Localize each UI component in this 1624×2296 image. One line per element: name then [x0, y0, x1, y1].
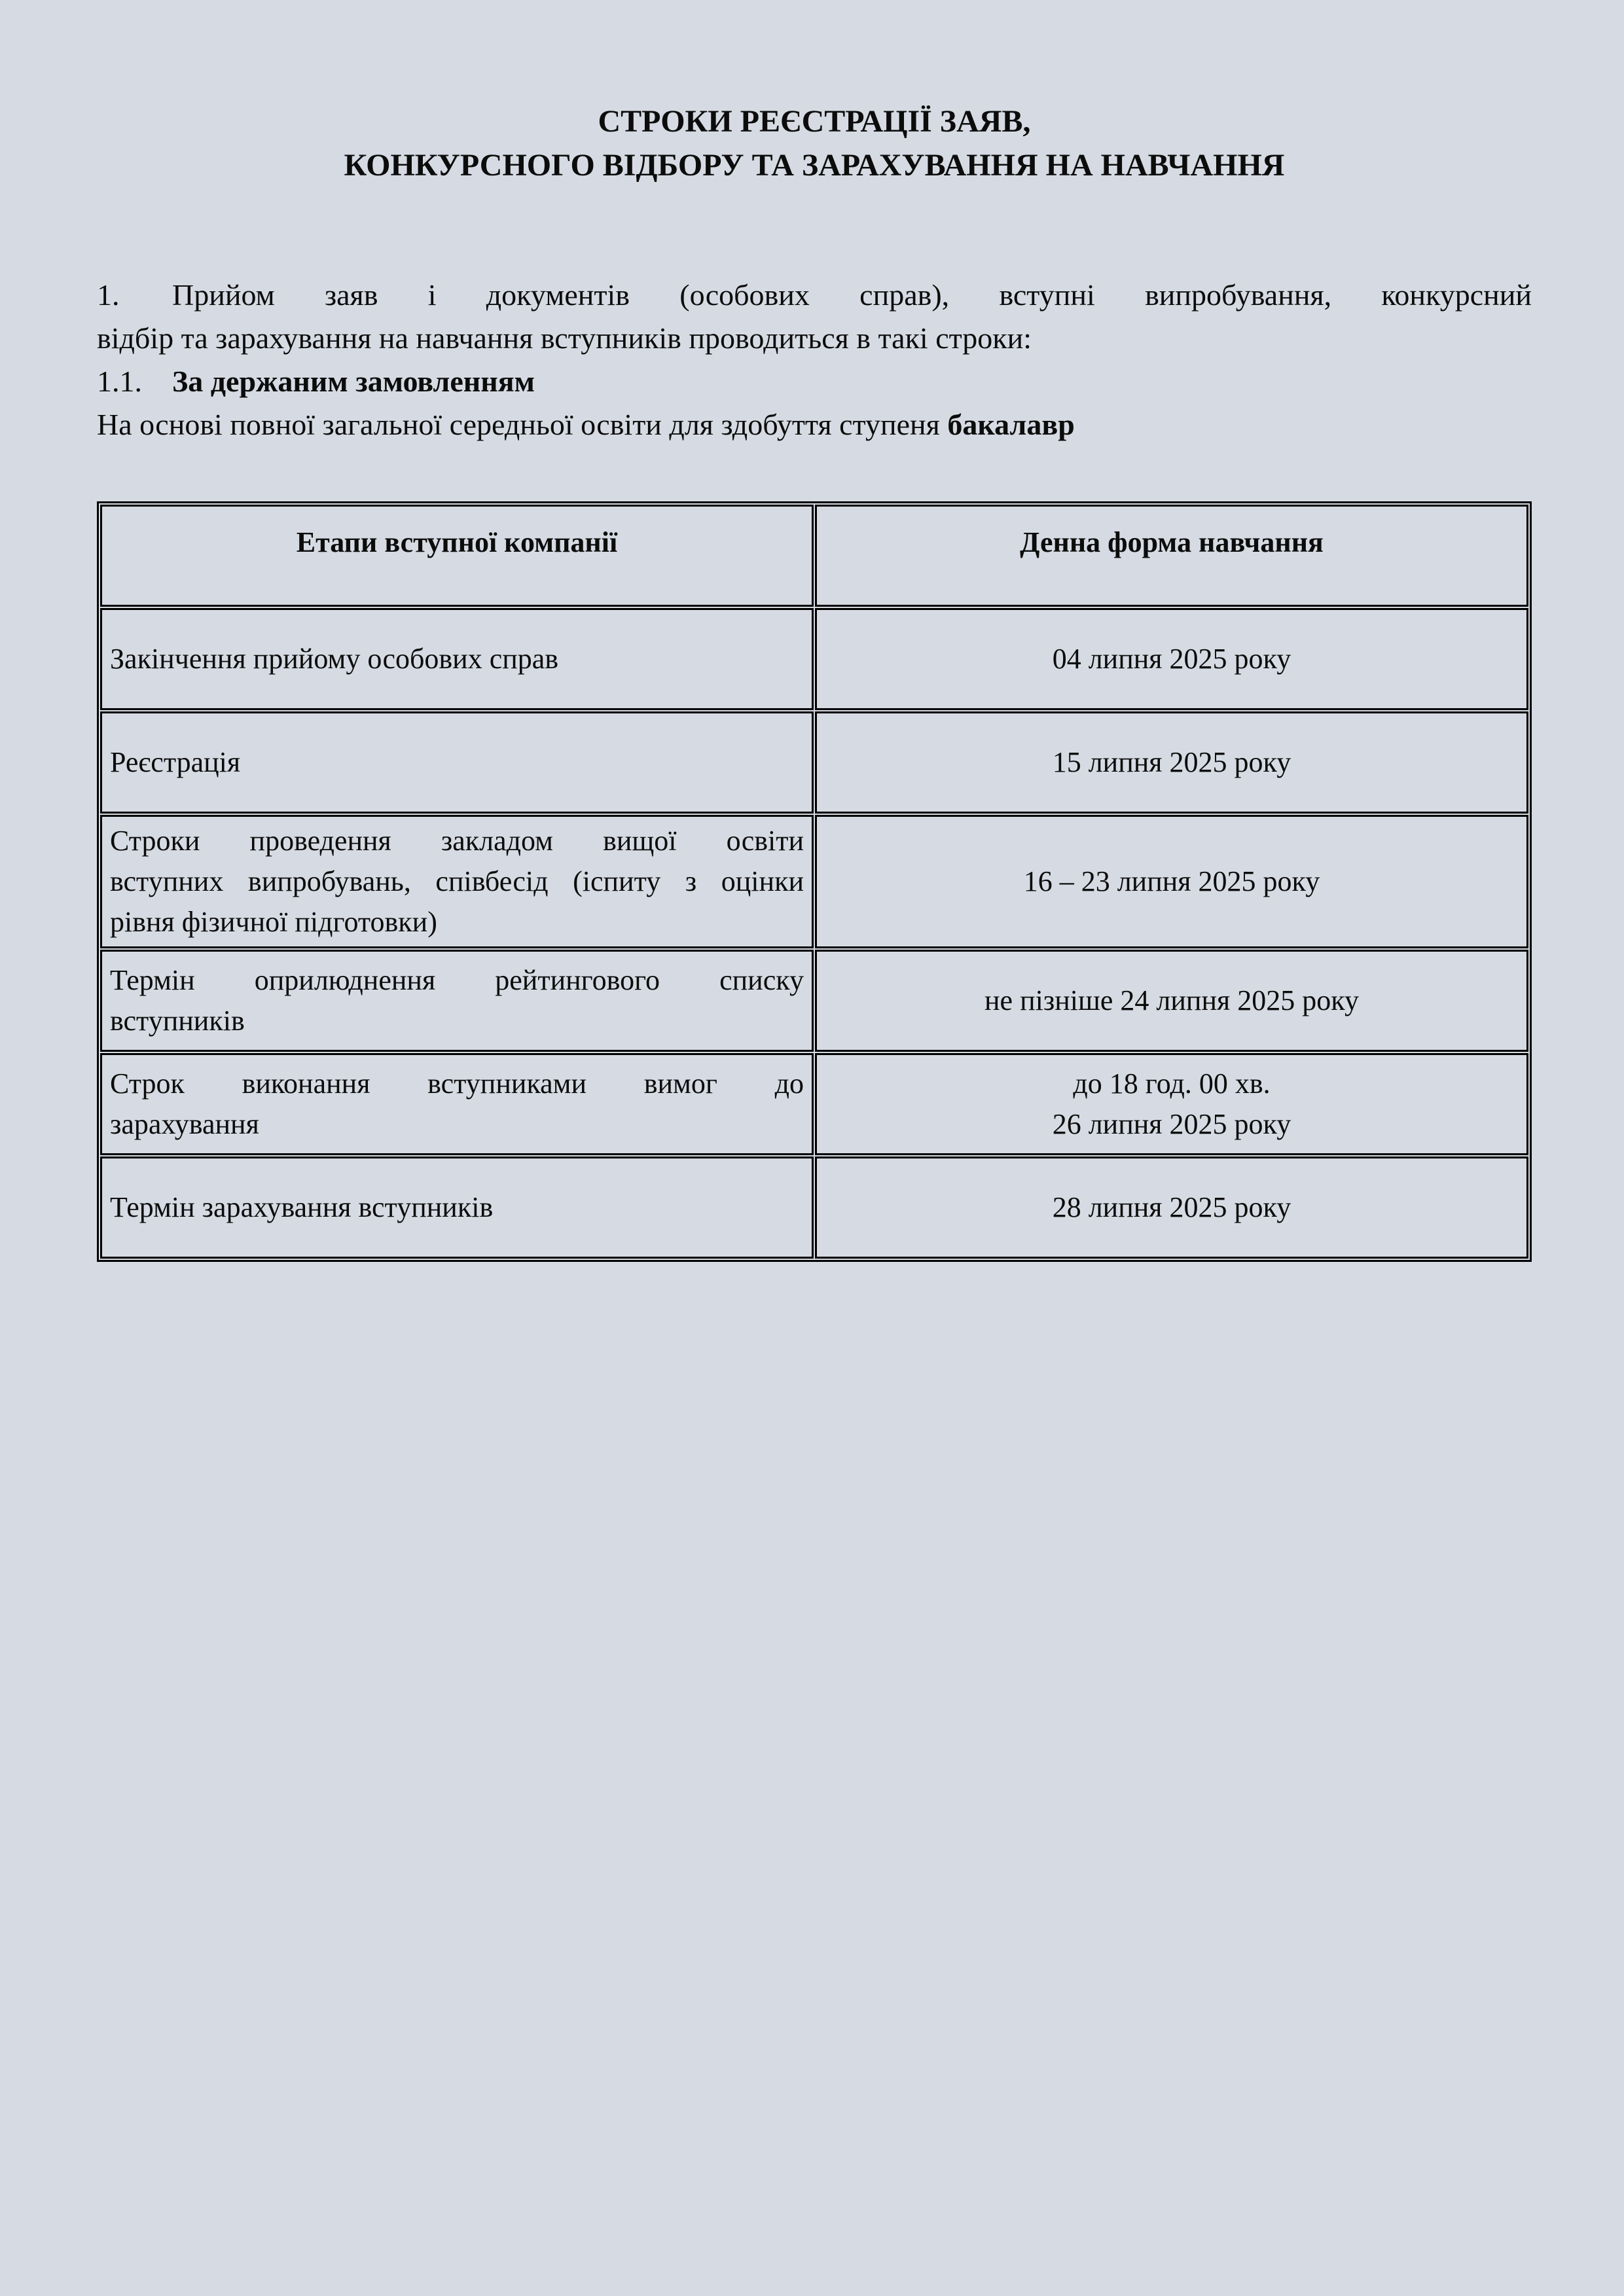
- stage-cell: [100, 1053, 814, 1155]
- column-header-daytime-form: Денна форма навчання: [815, 505, 1528, 607]
- stage-cell: [100, 815, 814, 948]
- stage-cell-line-2: вступників: [110, 1005, 245, 1037]
- paragraph-1-number: 1.: [97, 278, 120, 312]
- table-row: [100, 1157, 1528, 1259]
- table-row: [100, 815, 1528, 948]
- date-cell: 16 – 23 липня 2025 року: [815, 815, 1528, 948]
- document-title: [97, 99, 1532, 187]
- date-cell: 28 липня 2025 року: [815, 1157, 1528, 1259]
- section-1-1-heading: [97, 360, 1532, 403]
- stage-cell-line-1: Строк виконання вступниками вимог до: [110, 1067, 804, 1100]
- date-cell: 04 липня 2025 року: [815, 608, 1528, 710]
- document-title-line-2: КОНКУРСНОГО ВІДБОРУ ТА ЗАРАХУВАННЯ НА НАВЧАННЯ: [344, 148, 1285, 183]
- section-1-1-title: За держаним замовленням: [172, 365, 535, 398]
- date-cell-line-2: 26 липня 2025 року: [1052, 1108, 1291, 1140]
- stage-cell-line-1: Строки проведення закладом вищої освіти: [110, 825, 804, 857]
- date-cell-line-1: до 18 год. 00 хв.: [1073, 1067, 1271, 1100]
- stage-cell-line-3: рівня фізичної підготовки): [110, 906, 437, 938]
- stage-cell-line-1: Термін оприлюднення рейтингового списку: [110, 964, 804, 996]
- paragraph-1-line-1: [97, 274, 1532, 317]
- table-row: [100, 950, 1528, 1052]
- stage-cell: Реєстрація: [100, 711, 814, 814]
- document-body-text: [97, 274, 1532, 446]
- date-cell: 15 липня 2025 року: [815, 711, 1528, 814]
- basis-line-prefix: На основі повної загальної середньої освіти для здобуття ступеня: [97, 408, 948, 441]
- table-header-row: [100, 505, 1528, 607]
- basis-line: [97, 403, 1532, 446]
- table-row: [100, 1053, 1528, 1155]
- date-cell: не пізніше 24 липня 2025 року: [815, 950, 1528, 1052]
- admission-schedule-table: [97, 501, 1532, 1262]
- table-row: [100, 711, 1528, 814]
- paragraph-1-line-2: відбір та зарахування на навчання вступників проводиться в такі строки:: [97, 321, 1032, 355]
- stage-cell: [100, 950, 814, 1052]
- stage-cell-line-2: зарахування: [110, 1108, 259, 1140]
- section-1-1-number: 1.1.: [97, 365, 142, 398]
- stage-cell: Закінчення прийому особових справ: [100, 608, 814, 710]
- basis-line-degree: бакалавр: [947, 408, 1075, 441]
- stage-cell: Термін зарахування вступників: [100, 1157, 814, 1259]
- stage-cell-line-2: вступних випробувань, співбесід (іспиту з оцінки: [110, 865, 804, 897]
- paragraph-1-text-line-1: Прийом заяв і документів (особових справ), вступні випробування, конкурсний: [172, 278, 1532, 312]
- table-row: [100, 608, 1528, 710]
- date-cell: [815, 1053, 1528, 1155]
- column-header-stages: Етапи вступної компанії: [100, 505, 814, 607]
- document-title-line-1: СТРОКИ РЕЄСТРАЦІЇ ЗАЯВ,: [598, 104, 1031, 139]
